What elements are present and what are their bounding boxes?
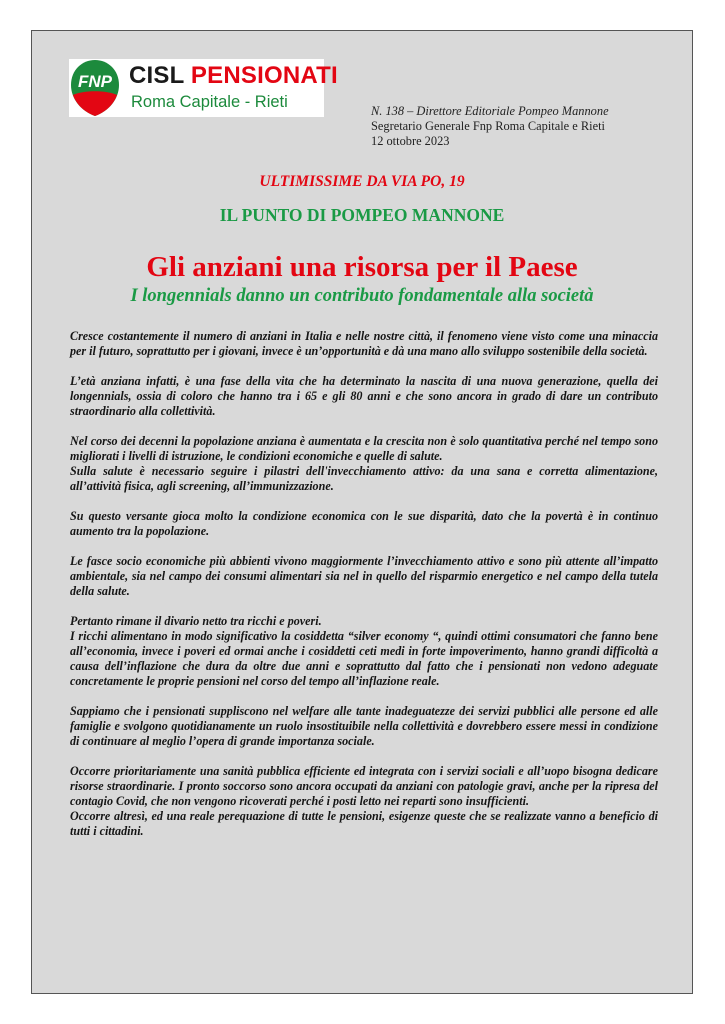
paragraph-line: Occorre prioritariamente una sanità pubblica efficiente ed integrata con i servizi sociali e all’uopo bisogna dedicare risorse straordinarie. I pronto soccorso sono ancora occupati da anziani con patologie gravi, anche per la ripresa del contagio Covid, che non vengono ricoverati perché i posti letto nei reparti sono insufficienti. xyxy=(70,764,658,808)
paragraph-line: Pertanto rimane il divario netto tra ricchi e poveri. xyxy=(70,614,322,628)
logo-title xyxy=(129,62,338,90)
paragraph: Sappiamo che i pensionati suppliscono nel welfare alle tante inadeguatezze dei servizi pubblici alle persone ed alle famiglie e svolgono quotidianamente un ruolo insostituibile nella collettività e dovrebbero essere messi in condizione di continuare al meglio l’opera di grande importanza sociale. xyxy=(70,704,658,748)
paragraph: Su questo versante gioca molto la condizione economica con le sue disparità, dato che la povertà è in continuo aumento tra la popolazione. xyxy=(70,509,658,538)
issue-secretary: Segretario Generale Fnp Roma Capitale e Rieti xyxy=(371,119,605,133)
column-title: IL PUNTO DI POMPEO MANNONE xyxy=(219,205,505,225)
paragraph: Cresce costantemente il numero di anziani in Italia e nelle nostre città, il fenomeno viene visto come una minaccia per il futuro, soprattutto per i giovani, invece è un’opportunità e dà una mano allo sviluppo sostenibile della società. xyxy=(70,329,658,358)
paragraph-line: Nel corso dei decenni la popolazione anziana è aumentata e la crescita non è solo quantitativa perché nel tempo sono migliorati i livelli di istruzione, le condizioni economiche e quelle di salute. xyxy=(70,434,658,463)
fnp-mark-text: FNP xyxy=(78,72,112,91)
paragraph-line: Occorre altresì, ed una reale perequazione di tutte le pensioni, esigenze queste che se realizzate vanno a beneficio di tutti i cittadini. xyxy=(70,809,658,838)
fnp-cisl-logo xyxy=(69,59,338,117)
logo-subtitle: Roma Capitale - Rieti xyxy=(131,93,288,111)
paragraph-line: I ricchi alimentano in modo significativo la cosiddetta “silver economy “, quindi ottimi consumatori che fanno bene all’economia, invece i poveri ed ormai anche i cosiddetti ceti medi in forte impoverimento, hanno grandi difficoltà a causa dell’inflazione che dura da oltre due anni e soprattutto dal fatto che i pensionati non vedono adeguate concretamente le proprie pensioni nel corso del tempo all’inflazione reale. xyxy=(70,629,658,688)
newsletter-page xyxy=(31,30,693,994)
paragraph: Le fasce socio economiche più abbienti vivono maggiormente l’invecchiamento attivo e sono più attente all’impatto ambientale, sia nel campo dei consumi alimentari sia nel in quello del risparmio energetico e nel campo della tutela della salute. xyxy=(70,554,658,598)
headline: Gli anziani una risorsa per il Paese xyxy=(146,251,578,283)
paragraph xyxy=(70,434,658,494)
kicker: ULTIMISSIME DA VIA PO, 19 xyxy=(259,173,465,190)
fnp-emblem-icon xyxy=(69,59,121,117)
issue-date: 12 ottobre 2023 xyxy=(371,134,450,148)
subheadline: I longennials danno un contributo fondamentale alla società xyxy=(130,286,594,306)
article-body xyxy=(70,329,658,854)
paragraph xyxy=(70,614,658,689)
issue-number-editor: N. 138 – Direttore Editoriale Pompeo Mannone xyxy=(371,104,609,118)
logo-title-cisl: CISL xyxy=(129,62,185,89)
paragraph: L’età anziana infatti, è una fase della vita che ha determinato la nascita di una nuova generazione, quella dei longennials, ossia di coloro che hanno tra i 65 e gli 80 anni e che sono ancora in grado di dare un contributo straordinario alla collettività. xyxy=(70,374,658,418)
paragraph xyxy=(70,764,658,839)
paragraph-line: Sulla salute è necessario seguire i pilastri dell'invecchiamento attivo: da una sana e corretta alimentazione, all’attività fisica, agli screening, all’immunizzazione. xyxy=(70,464,658,493)
issue-info xyxy=(371,104,609,149)
logo-title-pensionati: PENSIONATI xyxy=(190,62,338,89)
